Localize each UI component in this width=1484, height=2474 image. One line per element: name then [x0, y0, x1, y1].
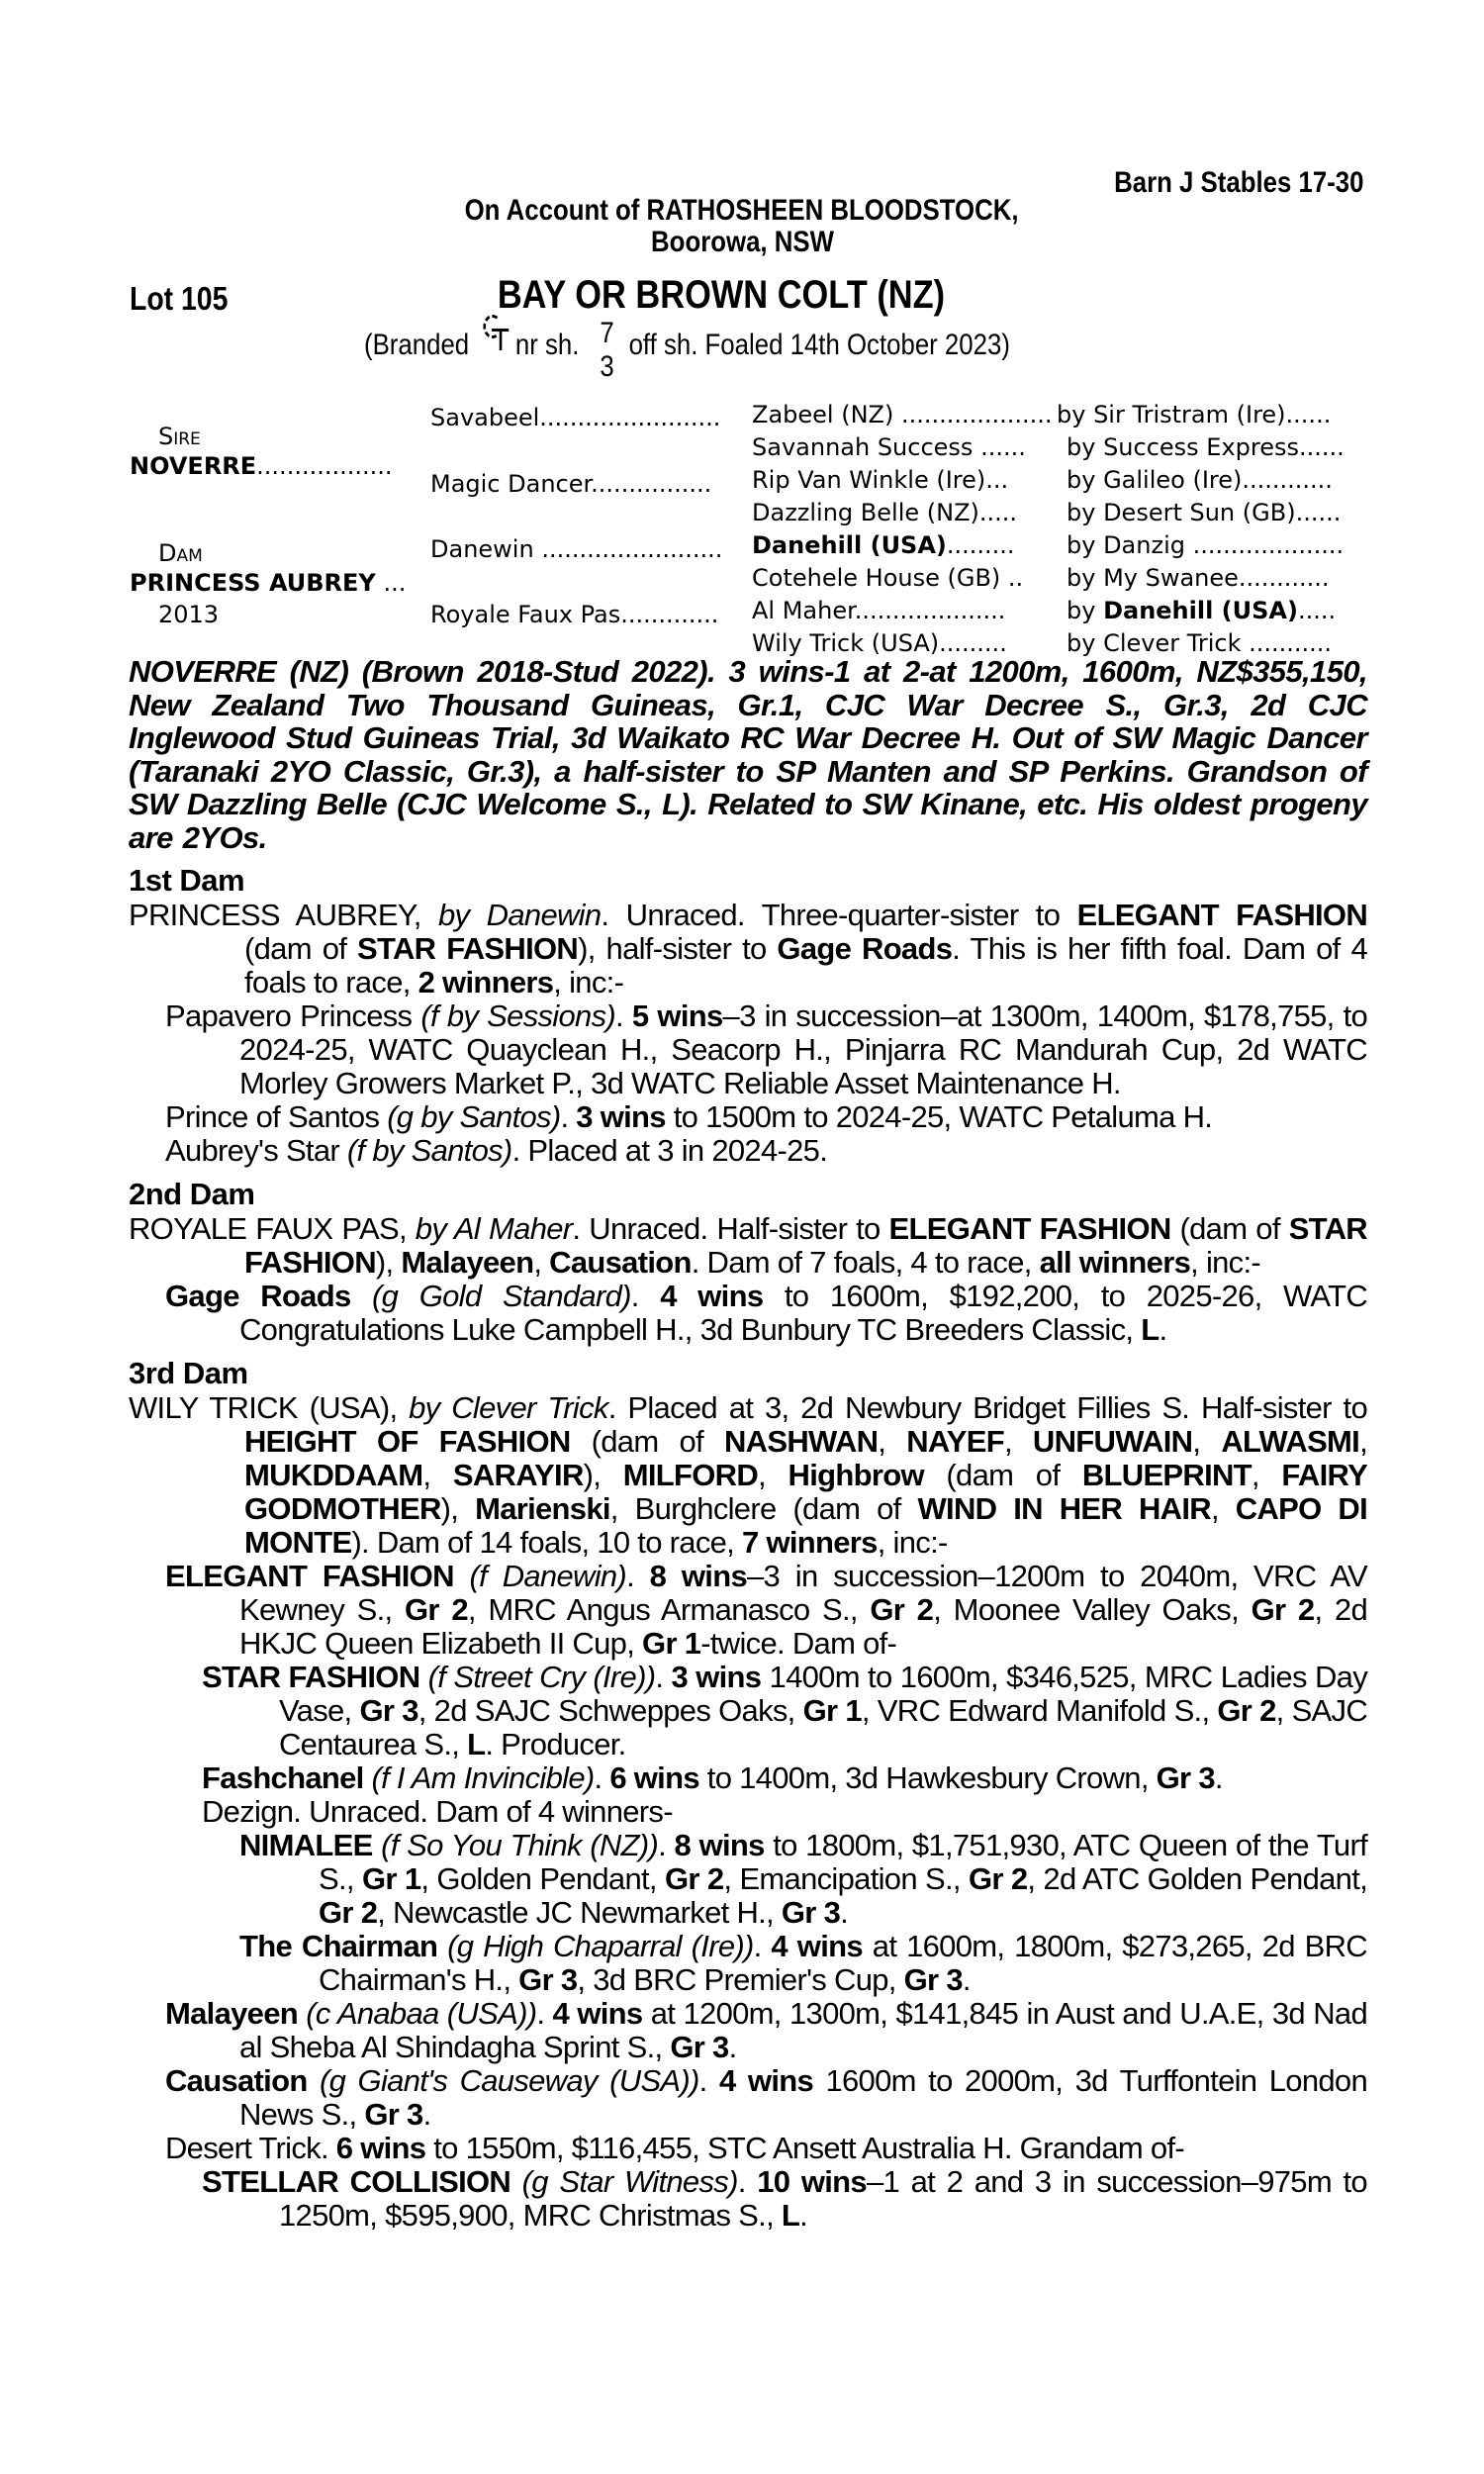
italic-text: (g Gold Standard): [372, 1279, 631, 1313]
text-segment: , inc:-: [1190, 1245, 1261, 1280]
text-segment: (dam of: [923, 1458, 1082, 1492]
italic-text: (f by Santos): [346, 1133, 512, 1168]
bold-text: Gr 2: [319, 1895, 378, 1930]
bold-text: The Chairman: [239, 1929, 438, 1963]
bold-text: Gr 2: [968, 1861, 1028, 1896]
bold-text: WIND IN HER HAIR: [917, 1491, 1211, 1526]
italic-text: by Danewin: [438, 898, 602, 932]
italic-text: by Clever Trick: [409, 1390, 608, 1425]
sire-entry: [130, 452, 393, 480]
sire-dots: ..................: [256, 452, 393, 480]
text-segment: ,: [1210, 1491, 1236, 1526]
progeny-entry: [129, 1930, 1367, 1997]
text-segment: , Moonee Valley Oaks,: [933, 1592, 1252, 1627]
bold-text: STAR FASHION: [357, 931, 579, 966]
text-segment: –3 in succession–1200m to 2040m, VRC AV Kewney S.,: [239, 1559, 1368, 1627]
text-segment: –3 in succession–at 1300m, 1400m, $178,755, to 2024-25, WATC Quayclean H., Seacorp H., Pinjarra RC Mandurah Cup, 2d WATC Morley Growers Market P., 3d WATC Reliable Asset Maintenance H.: [239, 999, 1368, 1100]
vendor-account-text: On Account of RATHOSHEEN BLOODSTOCK,: [465, 194, 1019, 227]
brand-prefix: (Branded: [364, 329, 470, 361]
italic-text: (f Street Cry (Ire)): [427, 1660, 656, 1694]
bold-text: Gr 2: [870, 1592, 934, 1627]
progeny-entry: [129, 1761, 1367, 1795]
g3-sire-entry: [1067, 531, 1344, 559]
g3-sire-entry: [1067, 466, 1333, 494]
bold-text: STELLAR COLLISION: [202, 2164, 511, 2199]
text-segment: . Unraced. Half-sister to: [572, 1211, 889, 1246]
bold-text: 10 wins: [757, 2164, 867, 2199]
dam-entry: [130, 569, 406, 597]
text-segment: Aubrey's Star: [165, 1133, 347, 1168]
g3-sire-entry: [1067, 629, 1332, 657]
g3-dam-entry: [752, 597, 1005, 624]
sire-name: NOVERRE: [130, 452, 257, 480]
text-segment: PRINCESS AUBREY,: [129, 898, 439, 932]
g3-dots: .....: [978, 499, 1018, 526]
text-segment: .: [560, 1099, 577, 1134]
g3-dots: ....................: [893, 401, 1053, 428]
text-segment: to 1600m, $192,200, to 2025-26, WATC Congratulations Luke Campbell H., 3d Bunbury TC Breeders Classic,: [239, 1279, 1368, 1347]
text-segment: ,: [1192, 1424, 1222, 1459]
italic-text: (c Anabaa (USA)): [306, 1996, 537, 2031]
g3-sire-dots: ...........: [1241, 629, 1333, 657]
g3-sire-entry: [1067, 433, 1345, 461]
bold-text: 4 wins: [552, 1996, 643, 2031]
text-segment: (dam of: [570, 1424, 724, 1459]
g2-name: Danewin: [430, 535, 534, 563]
bold-text: Gage Roads: [777, 931, 953, 966]
g3-name: Zabeel (NZ): [752, 401, 894, 428]
text-segment: ROYALE FAUX PAS,: [129, 1211, 416, 1246]
bold-text: ELEGANT FASHION: [1076, 898, 1368, 932]
text-segment: Desert Trick.: [165, 2131, 336, 2165]
text-segment: , inc:-: [877, 1525, 948, 1560]
sire-summary: NOVERRE (NZ) (Brown 2018-Stud 2022). 3 wins-1 at 2-at 1200m, 1600m, NZ$355,150, New Zealand Two Thousand Guineas, Gr.1, CJC War Decree S., Gr.3, 2d CJC Inglewood Stud Guineas Trial, 3d Waikato RC War Decree H. Out of SW Magic Dancer (Taranaki 2YO Classic, Gr.3), a half-sister to SP Manten and SP Perkins. Grandson of SW Dazzling Belle (CJC Welcome S., L). Related to SW Kinane, etc. His oldest progeny are 2YOs.: [129, 654, 1367, 855]
bold-text: 4 wins: [660, 1279, 764, 1313]
text-segment: . Dam of 7 foals, 4 to race,: [691, 1245, 1040, 1280]
text-segment: ),: [375, 1245, 402, 1280]
g3-sire-name: by Success Express: [1067, 433, 1300, 461]
text-segment: 1600m to 2000m, 3d Turffontein London News S.,: [239, 2063, 1367, 2132]
text-segment: [351, 1279, 373, 1313]
g2-entry: [430, 404, 720, 431]
bold-text: L: [781, 2198, 800, 2233]
brand-suffix: off sh. Foaled 14th October 2023): [628, 329, 1010, 361]
vendor-location-text: Boorowa, NSW: [650, 226, 834, 258]
g2-dots: .............: [620, 601, 719, 628]
bold-text: 8 wins: [649, 1559, 747, 1593]
text-segment: .: [753, 1929, 772, 1963]
g3-name: Savannah Success: [752, 433, 974, 461]
g3-sire-entry: [1067, 499, 1341, 526]
g3-dam-entry: [752, 466, 1008, 494]
bold-text: 7 winners: [742, 1525, 878, 1560]
g3-dots: ....................: [854, 597, 1006, 624]
g3-name: Dazzling Belle (NZ): [752, 499, 979, 526]
text-segment: .: [422, 2097, 431, 2132]
bold-text: Gr 2: [405, 1592, 468, 1627]
italic-text: (g High Chaparral (Ire)): [447, 1929, 754, 1963]
g3-dots: ..: [1000, 564, 1024, 592]
progeny-entry: [129, 1100, 1367, 1134]
g3-sire-entry: [1057, 401, 1331, 428]
italic-text: (f by Sessions): [420, 999, 615, 1033]
text-segment: .: [698, 2063, 719, 2098]
first-dam-heading: 1st Dam: [129, 863, 245, 898]
g3-dam-entry: [752, 401, 1053, 428]
text-segment: , MRC Angus Armanasco S.,: [467, 1592, 871, 1627]
bold-text: HEIGHT OF FASHION: [244, 1424, 571, 1459]
bold-text: NAYEF: [906, 1424, 1004, 1459]
bold-text: L: [1141, 1312, 1159, 1347]
text-segment: , SAJC Centaurea S.,: [279, 1693, 1368, 1761]
text-segment: .: [840, 1895, 849, 1930]
bold-text: NIMALEE: [239, 1828, 373, 1862]
text-segment: , 2d ATC Golden Pendant,: [1027, 1861, 1368, 1896]
bold-text: UNFUWAIN: [1032, 1424, 1193, 1459]
g3-sire-prefix: by: [1067, 597, 1104, 624]
brand-glyph-icon: [481, 315, 510, 344]
text-segment: ,: [758, 1458, 788, 1492]
text-segment: at 1600m, 1800m, $273,265, 2d BRC Chairman's H.,: [319, 1929, 1367, 1997]
text-segment: , Burghclere (dam of: [609, 1491, 918, 1526]
bold-text: 4 wins: [771, 1929, 863, 1963]
italic-text: by Al Maher: [415, 1211, 573, 1246]
dam-label-text: Dam: [158, 539, 203, 567]
g2-entry: [430, 535, 722, 563]
g2-name: Savabeel: [430, 404, 540, 431]
g3-sire-dots: ....................: [1184, 531, 1345, 559]
bold-text: L: [467, 1727, 486, 1761]
vendor-location: [0, 226, 1484, 259]
text-segment: .: [615, 999, 632, 1033]
bold-text: 8 wins: [674, 1828, 765, 1862]
brand-number: [599, 317, 617, 383]
progeny-entry: [129, 1997, 1367, 2064]
bold-text: FAIRY GODMOTHER: [244, 1458, 1368, 1526]
bold-text: Gr 2: [1217, 1693, 1276, 1728]
third-dam-heading: 3rd Dam: [129, 1356, 248, 1390]
g3-name: Wily Trick (USA): [752, 629, 940, 657]
text-segment: to 1400m, 3d Hawkesbury Crown,: [698, 1760, 1157, 1795]
g2-name: Royale Faux Pas: [430, 601, 621, 628]
text-segment: ), half-sister to: [578, 931, 778, 966]
bold-text: Malayeen: [401, 1245, 534, 1280]
progeny-entry: [129, 1280, 1367, 1347]
progeny-entry: [129, 2165, 1367, 2233]
second-dam-heading: 2nd Dam: [129, 1177, 255, 1211]
text-segment: to 1800m, $1,751,930, ATC Queen of the Turf S.,: [319, 1828, 1367, 1896]
bold-text: Gr 3: [670, 2030, 729, 2064]
horse-title-text: BAY OR BROWN COLT (NZ): [497, 273, 946, 317]
g3-sire-name: by My Swanee: [1067, 564, 1239, 592]
bold-text: Marienski: [475, 1491, 610, 1526]
text-segment: [454, 1559, 470, 1593]
text-segment: , Emancipation S.,: [723, 1861, 969, 1896]
brand-mid: nr sh.: [514, 329, 580, 361]
g3-dam-entry: [752, 531, 1015, 559]
g2-entry: [430, 601, 718, 628]
g3-name: Danehill (USA): [752, 531, 947, 559]
progeny-entry: [129, 1134, 1367, 1168]
text-segment: .: [799, 2198, 808, 2233]
text-segment: .: [536, 1996, 553, 2031]
text-segment: [419, 1660, 427, 1694]
text-segment: 1400m to 1600m, $346,525, MRC Ladies Day Vase,: [279, 1660, 1368, 1728]
g3-sire-name: Danehill (USA): [1103, 597, 1298, 624]
text-segment: [437, 1929, 447, 1963]
italic-text: (g Star Witness): [521, 2164, 738, 2199]
g3-dam-entry: [752, 564, 1023, 592]
bold-text: Gr 3: [518, 1962, 578, 1997]
dam-dots: ...: [383, 569, 407, 597]
text-segment: .: [658, 1828, 675, 1862]
progeny-entry: [129, 1560, 1367, 1661]
text-segment: ),: [440, 1491, 476, 1526]
bold-text: Gr 3: [359, 1693, 418, 1728]
bold-text: Gr 3: [903, 1962, 963, 1997]
g3-dots: .........: [939, 629, 1007, 657]
text-segment: , Golden Pendant,: [420, 1861, 665, 1896]
text-segment: ,: [1359, 1424, 1368, 1459]
g2-name: Magic Dancer: [430, 470, 592, 498]
bold-text: ALWASMI: [1221, 1424, 1360, 1459]
bold-text: MUKDDAAM: [244, 1458, 423, 1492]
g3-dots: ......: [973, 433, 1026, 461]
progeny-entry: [129, 1661, 1367, 1761]
g3-dots: ...: [985, 466, 1009, 494]
text-segment: WILY TRICK (USA),: [129, 1390, 410, 1425]
text-segment: to 1500m to 2024-25, WATC Petaluma H.: [665, 1099, 1213, 1134]
text-segment: , 2d HKJC Queen Elizabeth II Cup,: [239, 1592, 1367, 1661]
g2-dots: ........................: [539, 404, 721, 431]
g2-dots: ........................: [541, 535, 723, 563]
g3-dots: .........: [946, 531, 1015, 559]
text-segment: ),: [583, 1458, 623, 1492]
first-dam-text: [129, 899, 1367, 999]
bold-text: 4 wins: [718, 2063, 814, 2098]
progeny-entry: [129, 1795, 1367, 1829]
text-segment: [510, 2164, 522, 2199]
bold-text: Gr 2: [664, 1861, 724, 1896]
bold-text: all winners: [1039, 1245, 1191, 1280]
barn-location: Barn J Stables 17-30: [1113, 166, 1363, 199]
text-segment: –1 at 2 and 3 in succession–975m to 1250m, $595,900, MRC Christmas S.,: [279, 2164, 1367, 2233]
dam-label: [158, 539, 203, 567]
g3-sire-name: by Sir Tristram (Ire): [1057, 401, 1286, 428]
g3-sire-name: by Desert Sun (GB): [1067, 499, 1296, 526]
bold-text: Highbrow: [788, 1458, 924, 1492]
bold-text: 3 wins: [576, 1099, 666, 1134]
bold-text: Gage Roads: [165, 1279, 351, 1313]
text-segment: . Producer.: [485, 1727, 626, 1761]
bold-text: BLUEPRINT: [1081, 1458, 1252, 1492]
lot-number: Lot 105: [130, 280, 229, 317]
progeny-entry: [129, 1829, 1367, 1930]
bold-text: SARAYIR: [452, 1458, 584, 1492]
g3-sire-dots: ......: [1285, 401, 1332, 428]
g2-entry: [430, 470, 711, 498]
bold-text: 6 wins: [609, 1760, 699, 1795]
text-segment: . Placed at 3, 2d Newbury Bridget Fillies S. Half-sister to: [607, 1390, 1367, 1425]
text-segment: ,: [422, 1458, 453, 1492]
bold-text: 3 wins: [671, 1660, 762, 1694]
g2-dots: ................: [591, 470, 712, 498]
text-segment: , 2d SAJC Schweppes Oaks,: [417, 1693, 803, 1728]
italic-text: (f So You Think (NZ)): [381, 1828, 659, 1862]
g3-dam-entry: [752, 499, 1017, 526]
text-segment: .: [594, 1760, 610, 1795]
bold-text: NASHWAN: [724, 1424, 879, 1459]
g3-dam-entry: [752, 629, 1007, 657]
g3-dam-entry: [752, 433, 1026, 461]
text-segment: ,: [1003, 1424, 1033, 1459]
text-segment: to 1550m, $116,455, STC Ansett Australia H. Grandam of-: [425, 2131, 1184, 2165]
text-segment: . This is her fifth foal. Dam of 4 foals to race,: [244, 931, 1367, 999]
progeny-entry: [129, 999, 1367, 1100]
bold-text: STAR FASHION: [202, 1660, 420, 1694]
progeny-entry: [129, 2064, 1367, 2132]
brand-denominator: 3: [600, 350, 614, 383]
italic-text: (g by Santos): [387, 1099, 561, 1134]
text-segment: .: [728, 2030, 737, 2064]
g3-name: Cotehele House (GB): [752, 564, 1001, 592]
italic-text: (f Danewin): [469, 1559, 627, 1593]
g3-sire-entry: [1067, 597, 1336, 624]
second-dam-text: [129, 1212, 1367, 1280]
bold-text: Gr 1: [642, 1626, 701, 1661]
text-segment: ). Dam of 14 foals, 10 to race,: [351, 1525, 743, 1560]
bold-text: Malayeen: [165, 1996, 298, 2031]
bold-text: Causation: [549, 1245, 692, 1280]
text-segment: , 3d BRC Premier's Cup,: [577, 1962, 904, 1997]
text-segment: ,: [1251, 1458, 1282, 1492]
bold-text: Gr 2: [1251, 1592, 1315, 1627]
g3-sire-dots: ......: [1299, 433, 1345, 461]
g3-sire-name: by Danzig: [1067, 531, 1185, 559]
text-segment: (dam of: [1170, 1211, 1289, 1246]
text-segment: , Newcastle JC Newmarket H.,: [377, 1895, 782, 1930]
bold-text: CAPO DI MONTE: [244, 1491, 1368, 1560]
text-segment: at 1200m, 1300m, $141,845 in Aust and U.A.E, 3d Nad al Sheba Al Shindagha Sprint S.,: [239, 1996, 1367, 2064]
bold-text: ELEGANT FASHION: [888, 1211, 1171, 1246]
text-segment: , inc:-: [553, 965, 624, 999]
text-segment: .: [655, 1660, 672, 1694]
bold-text: Gr 1: [361, 1861, 421, 1896]
bold-text: 2 winners: [417, 965, 554, 999]
dam-name: PRINCESS AUBREY: [130, 569, 376, 597]
text-segment: , VRC Edward Manifold S.,: [861, 1693, 1218, 1728]
sire-label: [158, 423, 201, 450]
text-segment: .: [630, 1279, 661, 1313]
g3-sire-dots: ............: [1238, 564, 1330, 592]
g3-name: Rip Van Winkle (Ire): [752, 466, 986, 494]
g3-sire-dots: ............: [1242, 466, 1333, 494]
g3-sire-dots: ......: [1295, 499, 1342, 526]
bold-text: ELEGANT FASHION: [165, 1559, 454, 1593]
italic-text: (g Giant's Causeway (USA)): [319, 2063, 699, 2098]
text-segment: (dam of: [244, 931, 358, 966]
text-segment: . Placed at 3 in 2024-25.: [511, 1133, 828, 1168]
sire-label-text: Sire: [158, 423, 201, 450]
text-segment: . Unraced. Three-quarter-sister to: [601, 898, 1077, 932]
brand-numerator: 7: [600, 317, 614, 349]
text-segment: Prince of Santos: [165, 1099, 388, 1134]
text-segment: .: [1159, 1312, 1167, 1347]
text-segment: .: [626, 1559, 650, 1593]
bold-text: Gr 3: [364, 2097, 423, 2132]
bold-text: 6 wins: [335, 2131, 426, 2165]
dam-year: 2013: [158, 601, 220, 628]
brand-line: [364, 317, 1010, 383]
bold-text: Fashchanel: [202, 1760, 364, 1795]
text-segment: Dezign. Unraced. Dam of 4 winners-: [202, 1794, 673, 1829]
bold-text: Gr 1: [802, 1693, 862, 1728]
text-segment: .: [1214, 1760, 1223, 1795]
g3-sire-entry: [1067, 564, 1329, 592]
g3-sire-dots: .....: [1297, 597, 1337, 624]
text-segment: [373, 1828, 382, 1862]
bold-text: Causation: [165, 2063, 308, 2098]
bold-text: MILFORD: [622, 1458, 759, 1492]
text-segment: Papavero Princess: [165, 999, 421, 1033]
italic-text: (f I Am Invincible): [371, 1760, 595, 1795]
g3-sire-name: by Clever Trick: [1067, 629, 1242, 657]
text-segment: [308, 2063, 320, 2098]
vendor-account: [0, 194, 1484, 228]
text-segment: ,: [533, 1245, 550, 1280]
text-segment: ,: [878, 1424, 907, 1459]
catalogue-body: [129, 655, 1367, 2233]
text-segment: .: [737, 2164, 758, 2199]
bold-text: Gr 3: [1156, 1760, 1215, 1795]
bold-text: STAR FASHION: [244, 1211, 1367, 1280]
text-segment: .: [962, 1962, 971, 1997]
third-dam-text: [129, 1391, 1367, 1560]
g3-name: Al Maher: [752, 597, 855, 624]
horse-title: [0, 273, 1484, 318]
text-segment: -twice. Dam of-: [700, 1626, 897, 1661]
bold-text: 5 wins: [631, 999, 723, 1033]
bold-text: Gr 3: [781, 1895, 841, 1930]
g3-sire-name: by Galileo (Ire): [1067, 466, 1243, 494]
progeny-entry: [129, 2132, 1367, 2165]
